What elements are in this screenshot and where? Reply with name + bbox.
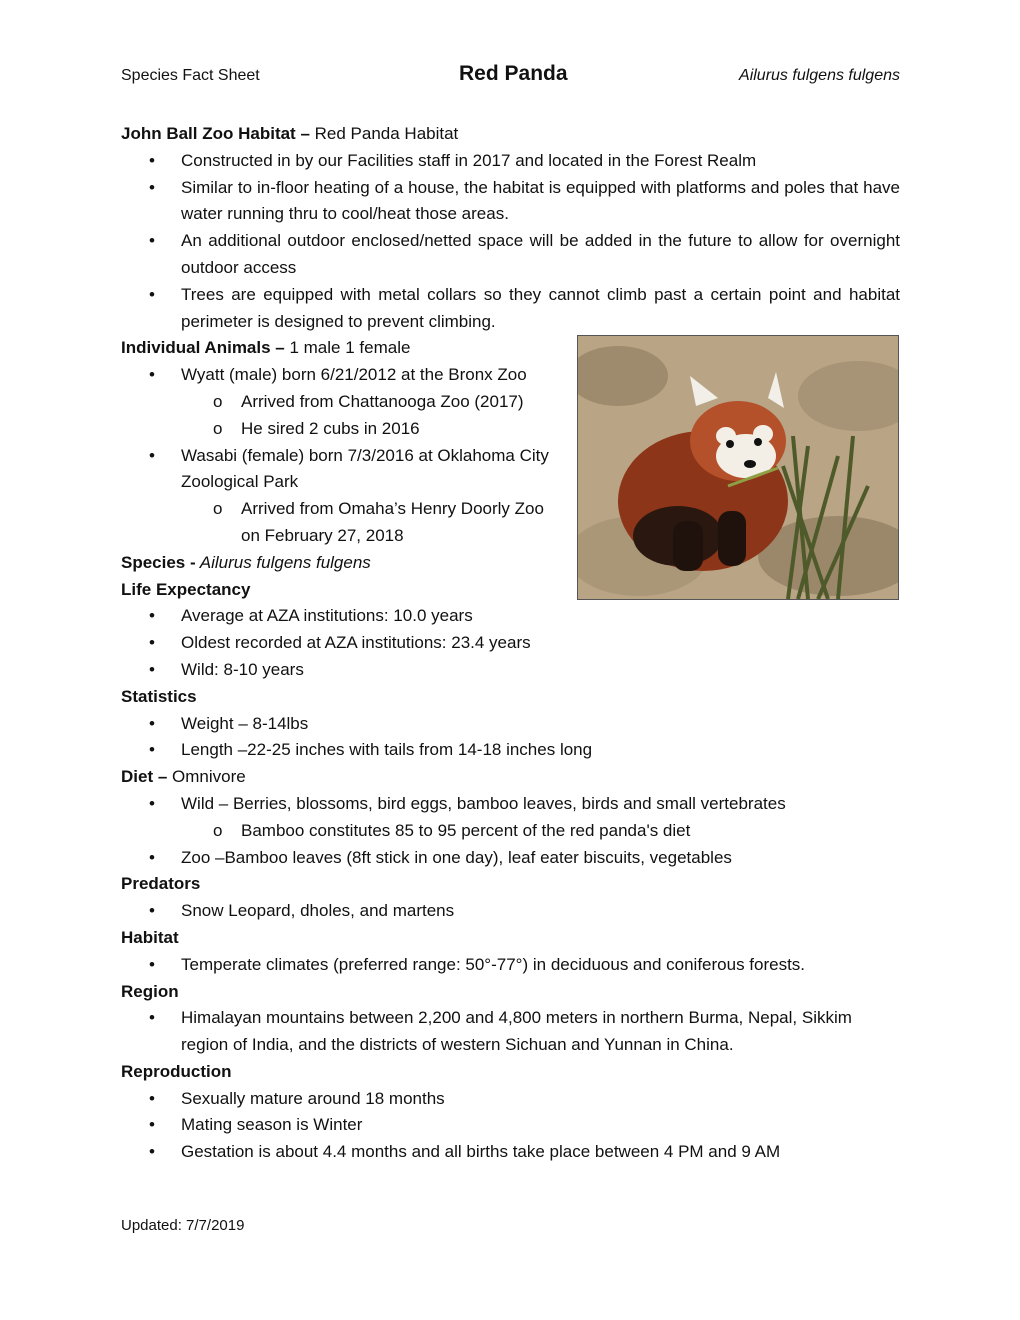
predators-list	[121, 898, 900, 925]
sub-list-item: o He sired 2 cubs in 2016	[121, 416, 551, 443]
diet-heading: Diet – Omnivore	[121, 767, 246, 787]
list-item: • Trees are equipped with metal collars so they cannot climb past a certain point and habitat perimeter is designed to prevent climbing.	[121, 282, 900, 336]
individuals-heading: Individual Animals – 1 male 1 female	[121, 338, 411, 358]
list-item: • Length –22-25 inches with tails from 14-18 inches long	[121, 737, 900, 764]
predators-heading: Predators	[121, 874, 201, 894]
region-heading: Region	[121, 981, 179, 1001]
individuals-list	[121, 362, 551, 550]
life-expectancy-heading: Life Expectancy	[121, 579, 251, 599]
reproduction-heading: Reproduction	[121, 1061, 232, 1081]
list-item: • Mating season is Winter	[121, 1112, 900, 1139]
list-item: • Zoo –Bamboo leaves (8ft stick in one day), leaf eater biscuits, vegetables	[121, 845, 900, 872]
zoo-habitat-heading: John Ball Zoo Habitat – Red Panda Habitat	[121, 124, 459, 143]
habitat-list	[121, 952, 900, 979]
red-panda-photo	[577, 335, 899, 600]
sub-list-item: o Arrived from Omaha’s Henry Doorly Zoo on February 27, 2018	[121, 496, 551, 550]
list-item: • Weight – 8-14lbs	[121, 711, 900, 738]
sub-list-item: o Bamboo constitutes 85 to 95 percent of the red panda's diet	[121, 818, 900, 845]
updated-date: Updated: 7/7/2019	[121, 1217, 245, 1234]
list-item: • Himalayan mountains between 2,200 and 4,800 meters in northern Burma, Nepal, Sikkim region of India, and the districts of western Sichuan and Yunnan in China.	[121, 1005, 900, 1059]
fact-sheet-body	[121, 121, 900, 1166]
list-item: • Wild – Berries, blossoms, bird eggs, bamboo leaves, birds and small vertebrates	[121, 791, 900, 818]
page-header	[121, 62, 900, 92]
page-title: Red Panda	[459, 62, 568, 85]
diet-list	[121, 791, 900, 871]
list-item: • Similar to in-floor heating of a house, the habitat is equipped with platforms and poles that have water running thru to cool/heat those areas.	[121, 175, 900, 229]
list-item: • Wasabi (female) born 7/3/2016 at Oklahoma City Zoological Park	[121, 443, 551, 497]
red-panda-illustration	[578, 336, 898, 599]
list-item: • Average at AZA institutions: 10.0 years	[121, 603, 900, 630]
region-list	[121, 1005, 900, 1059]
statistics-list	[121, 711, 900, 765]
list-item: • Gestation is about 4.4 months and all births take place between 4 PM and 9 AM	[121, 1139, 900, 1166]
zoo-habitat-list	[121, 148, 900, 336]
header-left: Species Fact Sheet	[121, 67, 260, 84]
scientific-name: Ailurus fulgens fulgens	[739, 67, 900, 84]
statistics-heading: Statistics	[121, 686, 197, 706]
species-heading: Species - Ailurus fulgens fulgens	[121, 552, 371, 572]
sub-list-item: o Arrived from Chattanooga Zoo (2017)	[121, 389, 551, 416]
list-item: • Temperate climates (preferred range: 50°-77°) in deciduous and coniferous forests.	[121, 952, 900, 979]
habitat-heading: Habitat	[121, 927, 179, 947]
list-item: • Wild: 8-10 years	[121, 657, 900, 684]
list-item: • Sexually mature around 18 months	[121, 1086, 900, 1113]
list-item: • Wyatt (male) born 6/21/2012 at the Bronx Zoo	[121, 362, 551, 389]
reproduction-list	[121, 1086, 900, 1166]
life-expectancy-list	[121, 603, 900, 683]
list-item: • Oldest recorded at AZA institutions: 23.4 years	[121, 630, 900, 657]
list-item: • An additional outdoor enclosed/netted space will be added in the future to allow for overnight outdoor access	[121, 228, 900, 282]
list-item: • Snow Leopard, dholes, and martens	[121, 898, 900, 925]
list-item: • Constructed in by our Facilities staff in 2017 and located in the Forest Realm	[121, 148, 900, 175]
